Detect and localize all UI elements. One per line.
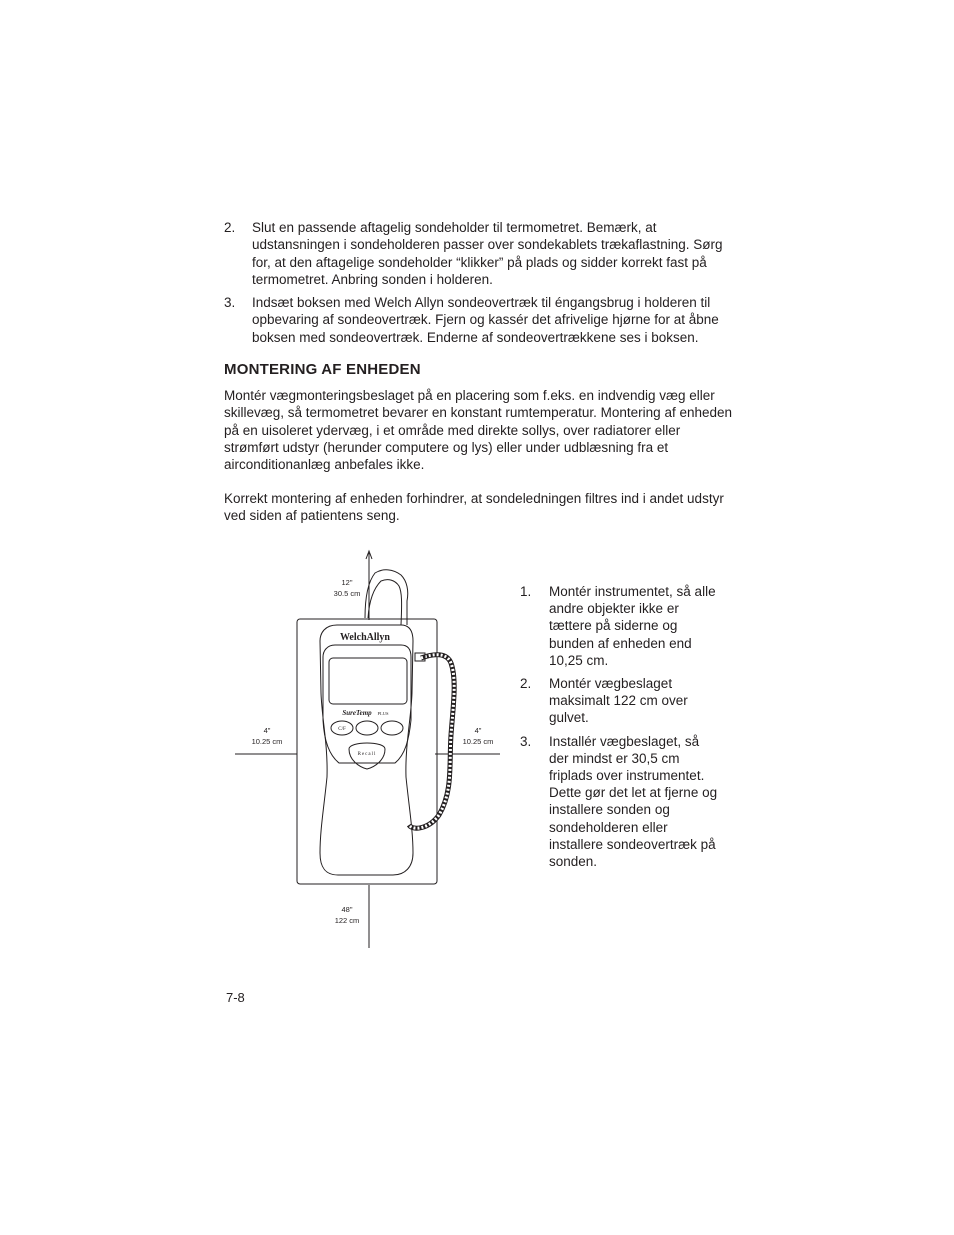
- mounting-paragraph-1: Montér vægmonteringsbeslaget på en placering som f.eks. en indvendig væg eller skillevæg, så termometret bevarer en konstant rumtemperatur. Montering af enheden på en uisoleret ydervæg, i et område med direkte sollys, over radiatorer eller strømført udstyr (herunder computere og lys) eller under udblæsning fra et airconditionanlæg anbefales ikke.: [224, 388, 733, 473]
- bottom-clearance-cm: 122 cm: [334, 916, 360, 925]
- requirement-text: Montér vægbeslaget maksimalt 122 cm over gulvet.: [549, 676, 688, 726]
- mounting-paragraph-2: Korrekt montering af enheden forhindrer, at sondeledningen filtres ind i andet udstyr ved siden af patientens seng.: [224, 491, 724, 524]
- top-clearance-cm: 30.5 cm: [333, 589, 361, 598]
- requirement-text: Installér vægbeslaget, så der mindst er 30,5 cm friplads over instrumentet. Dette gør det let at fjerne og installere sonden og sondeholderen eller installere sondeovertræk på sonden.: [549, 733, 718, 870]
- step-number: 3.: [224, 295, 236, 311]
- step-number: 2.: [224, 220, 236, 235]
- mounting-clearance-figure: [225, 545, 510, 955]
- mounting-requirement-1: [520, 583, 720, 669]
- probe-holder-inner: [368, 580, 402, 625]
- probe-cord-coil: [409, 655, 454, 828]
- bottom-clearance-inches: 48": [341, 905, 353, 914]
- cf-button-label: C/F: [338, 727, 346, 732]
- brand-logo: WelchAllyn: [339, 632, 391, 643]
- right-clearance-inches: 4": [474, 726, 482, 735]
- page-number: 7-8: [226, 990, 245, 1005]
- step-text: Slut en passende aftagelig sondeholder til termometret. Bemærk, at udstansningen i sondeholderen passer over sondekablets trækaflastning. Sørg for, at den aftagelige sondeholder “klikker” på plads og sidder korrekt fast på termometret. Anbring sonden i holderen.: [252, 220, 723, 287]
- mounting-requirement-3: [520, 733, 720, 871]
- mounting-requirement-2: [520, 675, 720, 727]
- mode-button: [356, 721, 378, 735]
- left-clearance-cm: 10.25 cm: [251, 737, 283, 746]
- thermometer-body: [320, 625, 413, 875]
- requirement-number: 1.: [520, 584, 532, 599]
- setup-step-3: [224, 294, 734, 346]
- setup-step-2: [224, 219, 734, 288]
- recall-button-label: Recall: [357, 752, 377, 757]
- top-clearance-inches: 12": [341, 578, 353, 587]
- model-suffix: PLUS: [377, 711, 389, 716]
- pulse-button: [381, 721, 403, 735]
- requirement-number: 2.: [520, 676, 532, 692]
- requirement-number: 3.: [520, 733, 532, 749]
- section-heading: MONTERING AF ENHEDEN: [224, 361, 421, 378]
- display-screen: [329, 658, 407, 704]
- left-clearance-inches: 4": [263, 726, 271, 735]
- requirement-text: Montér instrumentet, så alle andre objekter ikke er tættere på siderne og bunden af enheden end 10,25 cm.: [549, 584, 716, 668]
- right-clearance-cm: 10.25 cm: [462, 737, 494, 746]
- mounting-requirements-list: [520, 583, 720, 876]
- thermometer-illustration: [225, 545, 510, 955]
- model-name: SureTemp: [342, 709, 372, 717]
- step-text: Indsæt boksen med Welch Allyn sondeovertræk til éngangsbrug i holderen til opbevaring af sondeovertræk. Fjern og kassér det afrivelige hjørne for at åbne boksen med sondeovertræk. Enderne af sondeovertrækkene ses i boksen.: [252, 295, 719, 345]
- setup-steps-list: [224, 219, 734, 352]
